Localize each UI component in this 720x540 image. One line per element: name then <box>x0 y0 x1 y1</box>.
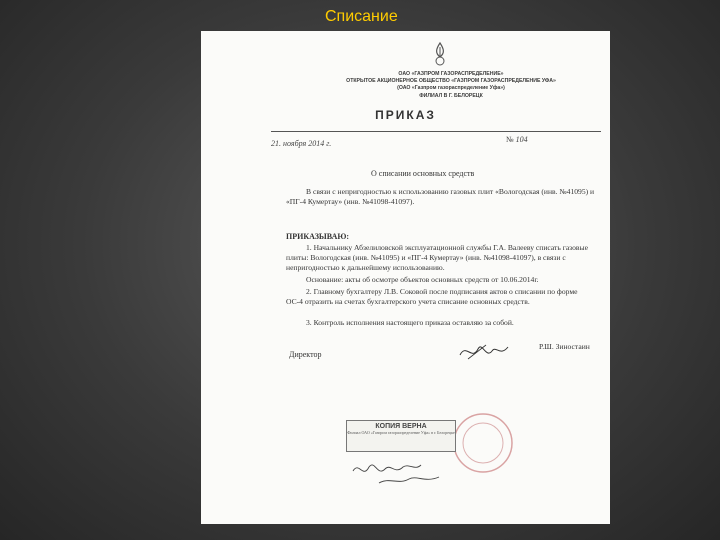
copy-stamp <box>346 420 456 452</box>
slide-title: Списание <box>325 8 398 25</box>
order-title: ПРИКАЗ <box>375 108 436 122</box>
order-number: № 104 <box>506 135 528 144</box>
header-line: (ОАО «Газпром газораспределение Уфа») <box>397 85 505 91</box>
header-line: ОТКРЫТОЕ АКЦИОНЕРНОЕ ОБЩЕСТВО «ГАЗПРОМ ГАЗОРАСПРЕДЕЛЕНИЕ УФА» <box>346 78 556 84</box>
stamp-title: КОПИЯ ВЕРНА <box>375 423 427 430</box>
order-item: Основание: акты об осмотре объектов основных средств от 10.06.2014г. <box>306 275 539 284</box>
stamp-text: Филиал ОАО «Газпром газораспределение Уфа» в г. Белорецке <box>347 430 455 435</box>
order-item: 2. Главному бухгалтеру Л.В. Соковой после подписания актов о списании по форме ОС-4 отразить на счетах бухгалтерского учета списание основных средств. <box>286 287 578 306</box>
divider <box>271 131 601 132</box>
order-intro: В связи с непригодностью к использованию газовых плит «Вологодская (инв. №41095) и «ПГ-4 Кумертау» (инв. №41098-41097). <box>286 187 595 206</box>
header-line: ФИЛИАЛ В Г. БЕЛОРЕЦК <box>419 93 483 99</box>
order-date: 21. ноября 2014 г. <box>271 139 332 148</box>
document-scan <box>201 31 610 524</box>
director-label: Директор <box>289 350 322 359</box>
round-stamp-icon <box>451 411 515 475</box>
handwriting-icon <box>349 457 449 487</box>
order-item: 3. Контроль исполнения настоящего приказа оставляю за собой. <box>306 318 514 327</box>
prikazyvayu-label: ПРИКАЗЫВАЮ: <box>286 232 350 241</box>
order-item: 1. Начальнику Абзелиловской эксплуатационной службы Г.А. Валееву списать газовые плиты: Вологодская (инв. №41095) и «ПГ-4 Кумертау» (инв. №41098-41097), в связи с непригодностью к дальнейшему использованию. <box>286 243 588 272</box>
signer-name: Р.Ш. Зиностаин <box>539 342 590 351</box>
signature-icon <box>456 335 511 367</box>
order-subject: О списании основных средств <box>371 169 475 178</box>
gazprom-logo-icon <box>429 41 451 67</box>
header-line: ОАО «ГАЗПРОМ ГАЗОРАСПРЕДЕЛЕНИЕ» <box>398 71 504 77</box>
